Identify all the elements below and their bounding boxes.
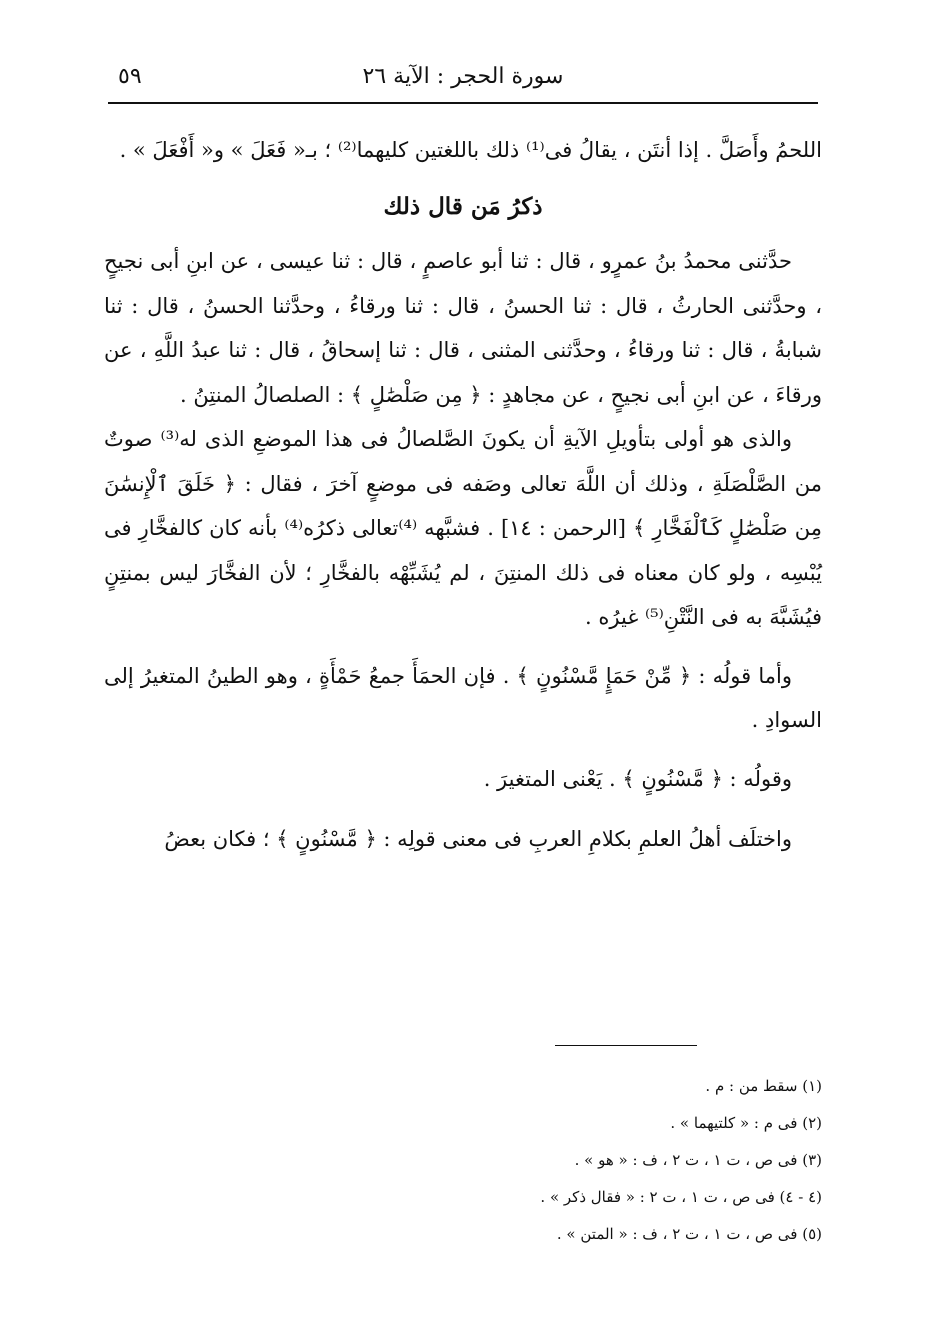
running-header bbox=[108, 58, 818, 98]
page-number: ٥٩ bbox=[118, 64, 142, 89]
paragraph-1: اللحمُ وأَصَلَّ . إذا أنتَن ، يقالُ فى⁽¹⁾ ذلك باللغتين كليهما⁽²⁾ ؛ بـ« فَعَلَ » و« أَفْعَلَ » . bbox=[119, 138, 822, 162]
paragraph-6: واختلَف أهلُ العلمِ بكلامِ العربِ فى معنى قولِه : ﴿ مَّسْنُونٍ ﴾ ؛ فكان بعضُ bbox=[164, 827, 792, 851]
page-header-title: سورة الحجر : الآية ٢٦ bbox=[362, 64, 564, 89]
footnote-5: (٥) فى ص ، ت ١ ، ت ٢ ، ف : « المتن » . bbox=[556, 1225, 822, 1243]
footnote-4: (٤ - ٤) فى ص ، ت ١ ، ت ٢ : « فقال ذكر » . bbox=[540, 1188, 822, 1206]
footnote-divider bbox=[555, 1045, 697, 1046]
paragraph-2: حدَّثنى محمدُ بنُ عمرٍو ، قال : ثنا أبو عاصمٍ ، قال : ثنا عيسى ، عن ابنِ أبى نجيحٍ ، وحدَّثنى الحارثُ ، قال : ثنا الحسنُ ، قال : ثنا ورقاءُ ، وحدَّثنا الحسنُ ، قال : ثنا شبابةُ ، قال : ثنا ورقاءُ ، وحدَّثنى المثنى ، قال : ثنا إسحاقُ ، قال : ثنا عبدُ اللَّهِ ، عن ورقاءَ ، عن ابنِ أبى نجيحٍ ، عن مجاهدٍ : ﴿ مِن صَلْصَٰلٍ ﴾ : الصلصالُ المنتِنُ . bbox=[104, 249, 822, 407]
paragraph-4: وأما قولُه : ﴿ مِّنْ حَمَإٍ مَّسْنُونٍ ﴾ . فإن الحمَأَ جمعُ حَمْأَةٍ ، وهو الطينُ المتغيرُ إلى السوادِ . bbox=[104, 663, 822, 732]
paragraph-5: وقولُه : ﴿ مَّسْنُونٍ ﴾ . يَعْنى المتغيرَ . bbox=[483, 766, 792, 791]
section-heading: ذكرُ مَن قال ذلك bbox=[383, 192, 543, 220]
header-divider bbox=[108, 102, 818, 104]
paragraph-3: والذى هو أولى بتأويلِ الآيةِ أن يكونَ الصَّلصالُ فى هذا الموضعِ الذى له⁽³⁾ صوتٌ من الصَّلْصَلَةِ ، وذلك أن اللَّهَ تعالى وصَفه فى موضعٍ آخرَ ، فقال : ﴿ خَلَقَ ٱلْإِنسَٰنَ مِن صَلْصَٰلٍ كَٱلْفَخَّارِ ﴾ [الرحمن : ١٤] . فشبَّهه ⁽⁴⁾تعالى ذكرُه⁽⁴⁾ بأنه كان كالفخَّارِ فى يُبْسِه ، ولو كان معناه فى ذلك المنتِنَ ، لم يُشَبِّهْه بالفخَّارِ ؛ لأن الفخَّارَ ليس بمنتِنٍ فيُشَبَّهَ به فى النَّتْنِ⁽⁵⁾ غيرُه . bbox=[104, 427, 822, 629]
footnote-1: (١) سقط من : م . bbox=[705, 1077, 822, 1095]
footnote-3: (٣) فى ص ، ت ١ ، ت ٢ ، ف : « هو » . bbox=[574, 1151, 822, 1169]
footnotes bbox=[262, 1068, 822, 1253]
main-text bbox=[104, 128, 822, 862]
footnote-2: (٢) فى م : « كلتيهما » . bbox=[670, 1114, 822, 1132]
